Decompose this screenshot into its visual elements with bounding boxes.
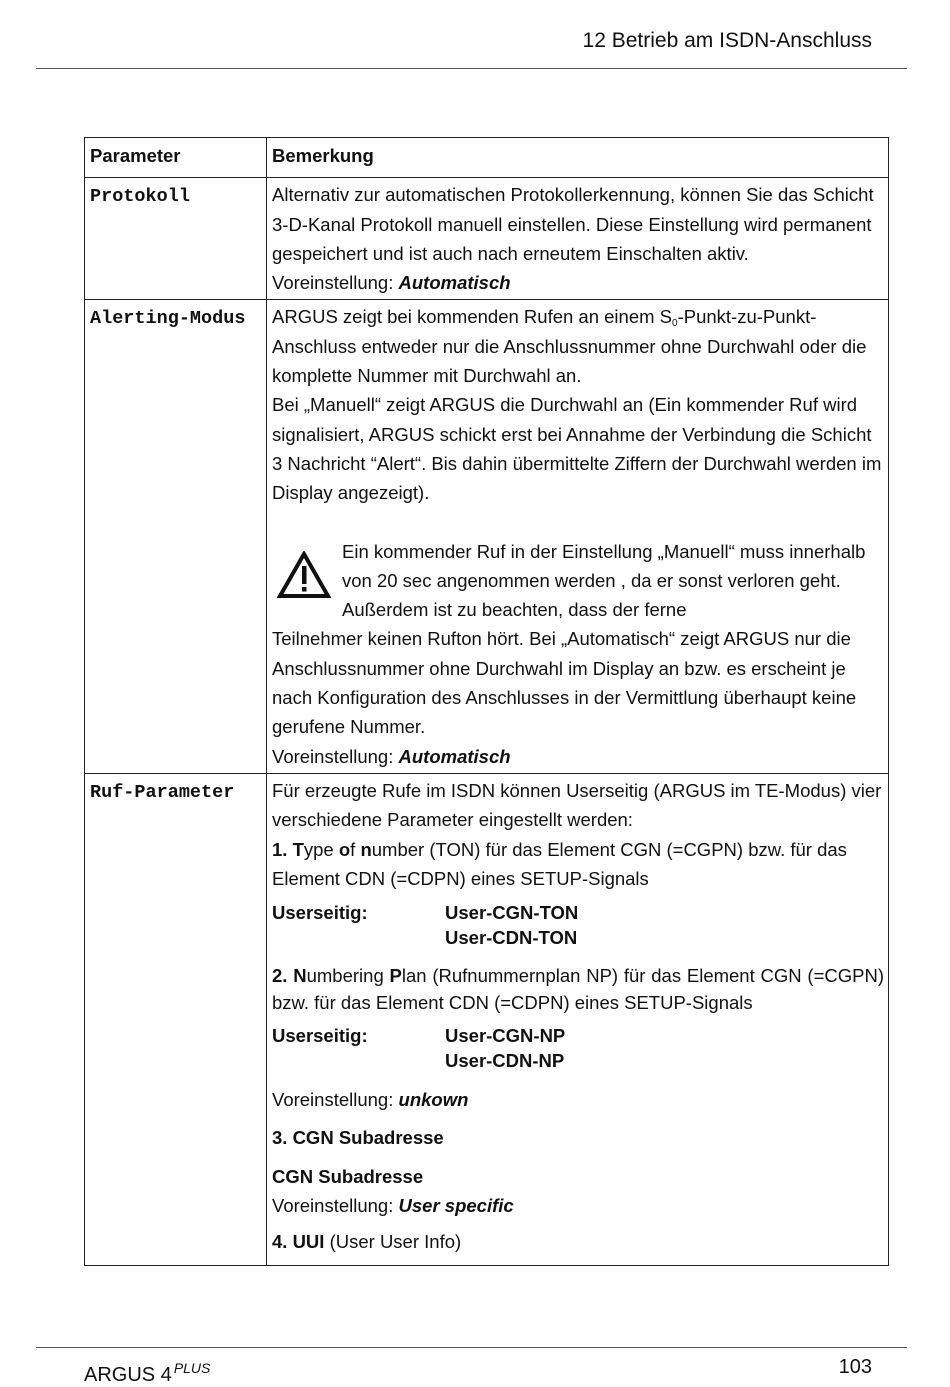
np-values: [272, 1024, 884, 1073]
remark-text-manual: Bei „Manuell“ zeigt ARGUS die Durchwahl an (Ein kommender Ruf wird signalisiert, ARGUS schickt erst bei Annahme der Verbindung die Schicht 3 Nachricht “Alert“. Bis dahin übermittelte Ziffern der Durchwahl werden im Display angezeigt).: [272, 394, 882, 504]
item-np: 2. Numbering Plan (Rufnummernplan NP) für das Element CGN (=CGPN) bzw. für das Element CDN (=CDPN) eines SETUP-Signals: [272, 965, 885, 1014]
userseitig-label: Userseitig:: [272, 902, 368, 924]
warning-note: [272, 537, 884, 625]
default-setting: Voreinstellung: User specific: [272, 1195, 514, 1217]
parameter-table: [84, 137, 889, 1266]
ton-values: [272, 901, 884, 950]
default-value: Automatisch: [398, 272, 511, 294]
warning-text: Ein kommender Ruf in der Einstellung „Manuell“ muss innerhalb von 20 sec angenommen werden , da er sonst verloren geht. Außerdem ist zu beachten, dass der ferne: [342, 540, 866, 621]
default-setting: Voreinstellung: unkown: [272, 1089, 469, 1111]
default-value: Automatisch: [398, 745, 511, 767]
default-setting: Voreinstellung: Automatisch: [272, 745, 511, 767]
parameter-name: Ruf-Parameter: [85, 773, 267, 1265]
value-cgn-np: User-CGN-NP: [445, 1025, 566, 1047]
value-cgn-ton: User-CGN-TON: [445, 902, 579, 924]
table-row-protokoll: [85, 178, 889, 300]
parameter-name: Alerting-Modus: [85, 300, 267, 773]
warning-triangle-icon: [272, 537, 342, 625]
parameter-name: Protokoll: [85, 178, 267, 300]
page-header: [36, 0, 907, 69]
default-setting: Voreinstellung: Automatisch: [272, 272, 511, 294]
default-value: User specific: [398, 1195, 514, 1217]
warning-text-continued: Teilnehmer keinen Rufton hört. Bei „Automatisch“ zeigt ARGUS nur die Anschlussnummer ohne Durchwahl im Display an bzw. es erscheint je nach Konfiguration des Anschlusses in der Vermittlung überhaupt keine gerufene Nummer.: [272, 628, 857, 738]
remark-intro: Für erzeugte Rufe im ISDN können Userseitig (ARGUS im TE-Modus) vier verschiedene Parameter eingestellt werden:: [272, 779, 882, 831]
page-number: 103: [838, 1356, 872, 1378]
page-footer: [36, 1347, 907, 1386]
item-uui: 4. UUI (User User Info): [272, 1231, 462, 1253]
item-subaddress-title: 3. CGN Subadresse: [272, 1127, 444, 1149]
parameter-remark: [267, 300, 889, 773]
product-name: ARGUS 4 $^{PLUS}$: [84, 1360, 211, 1386]
table-row-ruf-parameter: [85, 773, 889, 1265]
remark-text: ARGUS zeigt bei kommenden Rufen an einem $S_0-Punkt-zu-Punkt$-Anschluss entweder nur die Anschlussnummer ohne Durchwahl oder die komplette Nummer mit Durchwahl an.: [272, 306, 867, 387]
chapter-title: 12 Betrieb am ISDN-Anschluss: [582, 29, 872, 52]
item-subaddress: CGN Subadresse: [272, 1165, 424, 1187]
parameter-remark: [267, 773, 889, 1265]
value-cdn-ton: User-CDN-TON: [445, 926, 578, 948]
remark-text: Alternativ zur automatischen Protokollerkennung, können Sie das Schicht 3-D-Kanal Protokoll manuell einstellen. Diese Einstellung wird permanent gespeichert und ist auch nach erneutem Einschalten aktiv.: [272, 184, 874, 264]
column-header-parameter: Parameter: [85, 138, 267, 178]
column-header-remark: Bemerkung: [267, 138, 889, 178]
value-cdn-np: User-CDN-NP: [445, 1049, 565, 1071]
parameter-remark: [267, 178, 889, 300]
default-value: unkown: [398, 1089, 469, 1111]
table-row-alerting-modus: [85, 300, 889, 773]
item-ton: 1. Type of number (TON) für das Element CGN (=CGPN) bzw. für das Element CDN (=CDPN) eines SETUP-Signals: [272, 838, 847, 889]
table-header-row: [85, 138, 889, 178]
userseitig-label: Userseitig:: [272, 1025, 368, 1047]
